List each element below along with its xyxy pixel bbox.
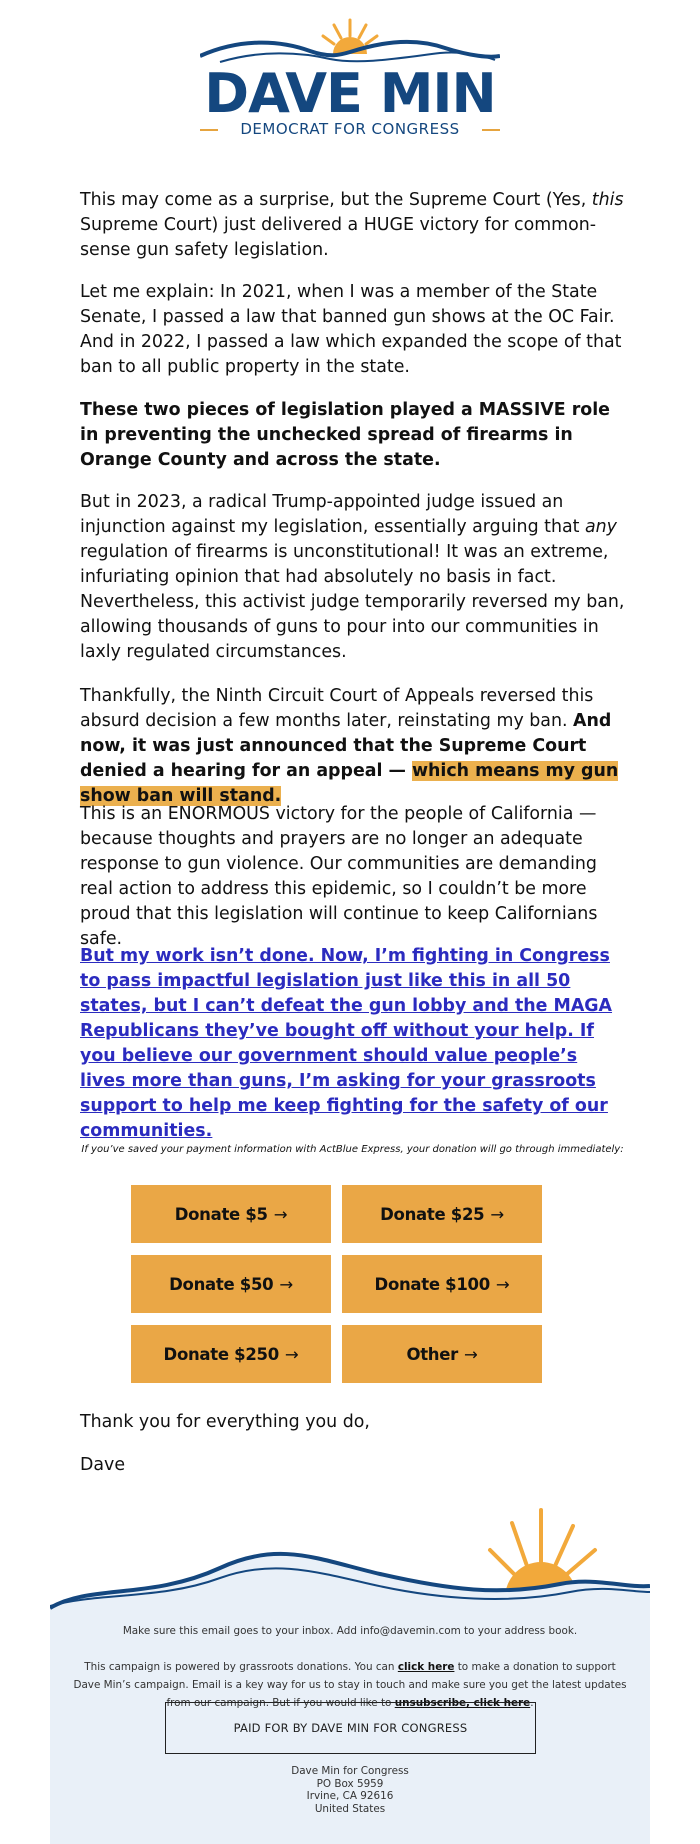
arrow-right-icon: → [463, 1344, 478, 1364]
address-line: Dave Min for Congress [291, 1765, 409, 1777]
donate-5-button[interactable] [131, 1185, 331, 1243]
logo-subtitle: DEMOCRAT FOR CONGRESS [240, 120, 460, 138]
logo-dash-right [482, 129, 500, 131]
inbox-note: Make sure this email goes to your inbox. Add info@davemin.com to your address book. [122, 1625, 578, 1637]
donate-25-label: Donate $25 [380, 1204, 485, 1224]
arrow-right-icon: → [495, 1274, 510, 1294]
donate-25-button[interactable] [342, 1185, 542, 1243]
closing-thanks: Thank you for everything you do, [80, 1412, 370, 1432]
arrow-right-icon: → [284, 1344, 299, 1364]
paragraph-injunction [80, 490, 625, 665]
logo-subtitle-row [200, 119, 500, 139]
grassroots-text: This campaign is powered by grassroots donations. You can [84, 1661, 398, 1673]
p4-italic: any [584, 517, 617, 537]
signature: Dave [80, 1455, 126, 1475]
arrow-right-icon: → [490, 1204, 504, 1224]
logo-dash-left [200, 129, 218, 131]
donate-250-button[interactable] [131, 1325, 331, 1383]
donate-100-button[interactable] [342, 1255, 542, 1313]
arrow-right-icon: → [279, 1274, 293, 1294]
logo-title: DAVE MIN [204, 62, 496, 125]
arrow-right-icon: → [273, 1204, 288, 1224]
grassroots-text-end: . [530, 1697, 534, 1709]
donate-other-label: Other [406, 1344, 458, 1364]
p5-bold: And now, it was just announced that the Supreme Court denied a hearing for an appeal — [80, 711, 612, 781]
p4-text-after: regulation of firearms is unconstitutional! It was an extreme, infuriating opinion that had absolutely no basis in fact. Nevertheless, this activist judge temporarily reversed my ban, allowing thousands of guns to pour into our communities in laxly regulated circumstances. [80, 542, 625, 662]
donate-250-label: Donate $250 [163, 1344, 279, 1364]
paragraph-ninth-circuit [80, 684, 625, 809]
paragraph-victory: This is an ENORMOUS victory for the people of California — because thoughts and prayers are no longer an adequate response to gun violence. Our communities are demanding real action to address this epidemic, so I couldn’t be more proud that this legislation will continue to keep Californians safe. [80, 804, 598, 949]
appeal-paragraph [80, 944, 625, 1144]
p3-bold: These two pieces of legislation played a MASSIVE role in preventing the unchecked spread of firearms in Orange County and across the state. [80, 400, 610, 470]
paragraph-legislation [80, 398, 625, 473]
grassroots-text-middle: to make a donation to support Dave Min’s campaign. Email is a key way for us to stay in touch and make sure you get the latest updates from our campaign. But if you would like to [73, 1661, 627, 1709]
footer [50, 1508, 650, 1844]
address-line: PO Box 5959 [316, 1777, 384, 1790]
dave-min-logo [200, 18, 500, 138]
donate-click-here-link[interactable]: click here [397, 1661, 455, 1673]
p4-text: But in 2023, a radical Trump-appointed judge issued an injunction against my legislation, essentially arguing that [80, 492, 585, 537]
donate-50-label: Donate $50 [169, 1274, 274, 1294]
address-line: United States [314, 1802, 386, 1815]
p5-highlight: which means my gun show ban will stand. [80, 761, 619, 806]
donate-100-label: Donate $100 [374, 1274, 490, 1294]
actblue-note: If you’ve saved your payment information with ActBlue Express, your donation will go through immediately: [81, 1144, 624, 1155]
paragraph-surprise [80, 188, 625, 263]
paragraph-explain: Let me explain: In 2021, when I was a member of the State Senate, I passed a law that banned gun shows at the OC Fair. And in 2022, I passed a law which expanded the scope of that ban to all public property in the state. [80, 282, 622, 377]
paid-for-disclaimer: PAID FOR BY DAVE MIN FOR CONGRESS [165, 1702, 536, 1754]
p1-text: This may come as a surprise, but the Supreme Court (Yes, [80, 190, 592, 210]
p5-text: Thankfully, the Ninth Circuit Court of Appeals reversed this absurd decision a few months later, reinstating my ban. [80, 686, 594, 731]
donate-5-label: Donate $5 [174, 1204, 268, 1224]
p1-italic: this [591, 190, 624, 210]
address-line: Irvine, CA 92616 [306, 1790, 394, 1802]
appeal-link[interactable]: But my work isn’t done. Now, I’m fighting in Congress to pass impactful legislation just like this in all 50 states, but I can’t defeat the gun lobby and the MAGA Republicans they’ve bought off without your help. If you believe our government should value people’s lives more than guns, I’m asking for your grassroots support to help me keep fighting for the safety of our communities. [80, 946, 613, 1141]
donate-50-button[interactable] [131, 1255, 331, 1313]
mailing-address [50, 1765, 650, 1815]
unsubscribe-link[interactable]: unsubscribe, click here [394, 1697, 531, 1709]
p1-text-after: Supreme Court) just delivered a HUGE victory for common-sense gun safety legislation. [80, 215, 597, 260]
donate-other-button[interactable] [342, 1325, 542, 1383]
